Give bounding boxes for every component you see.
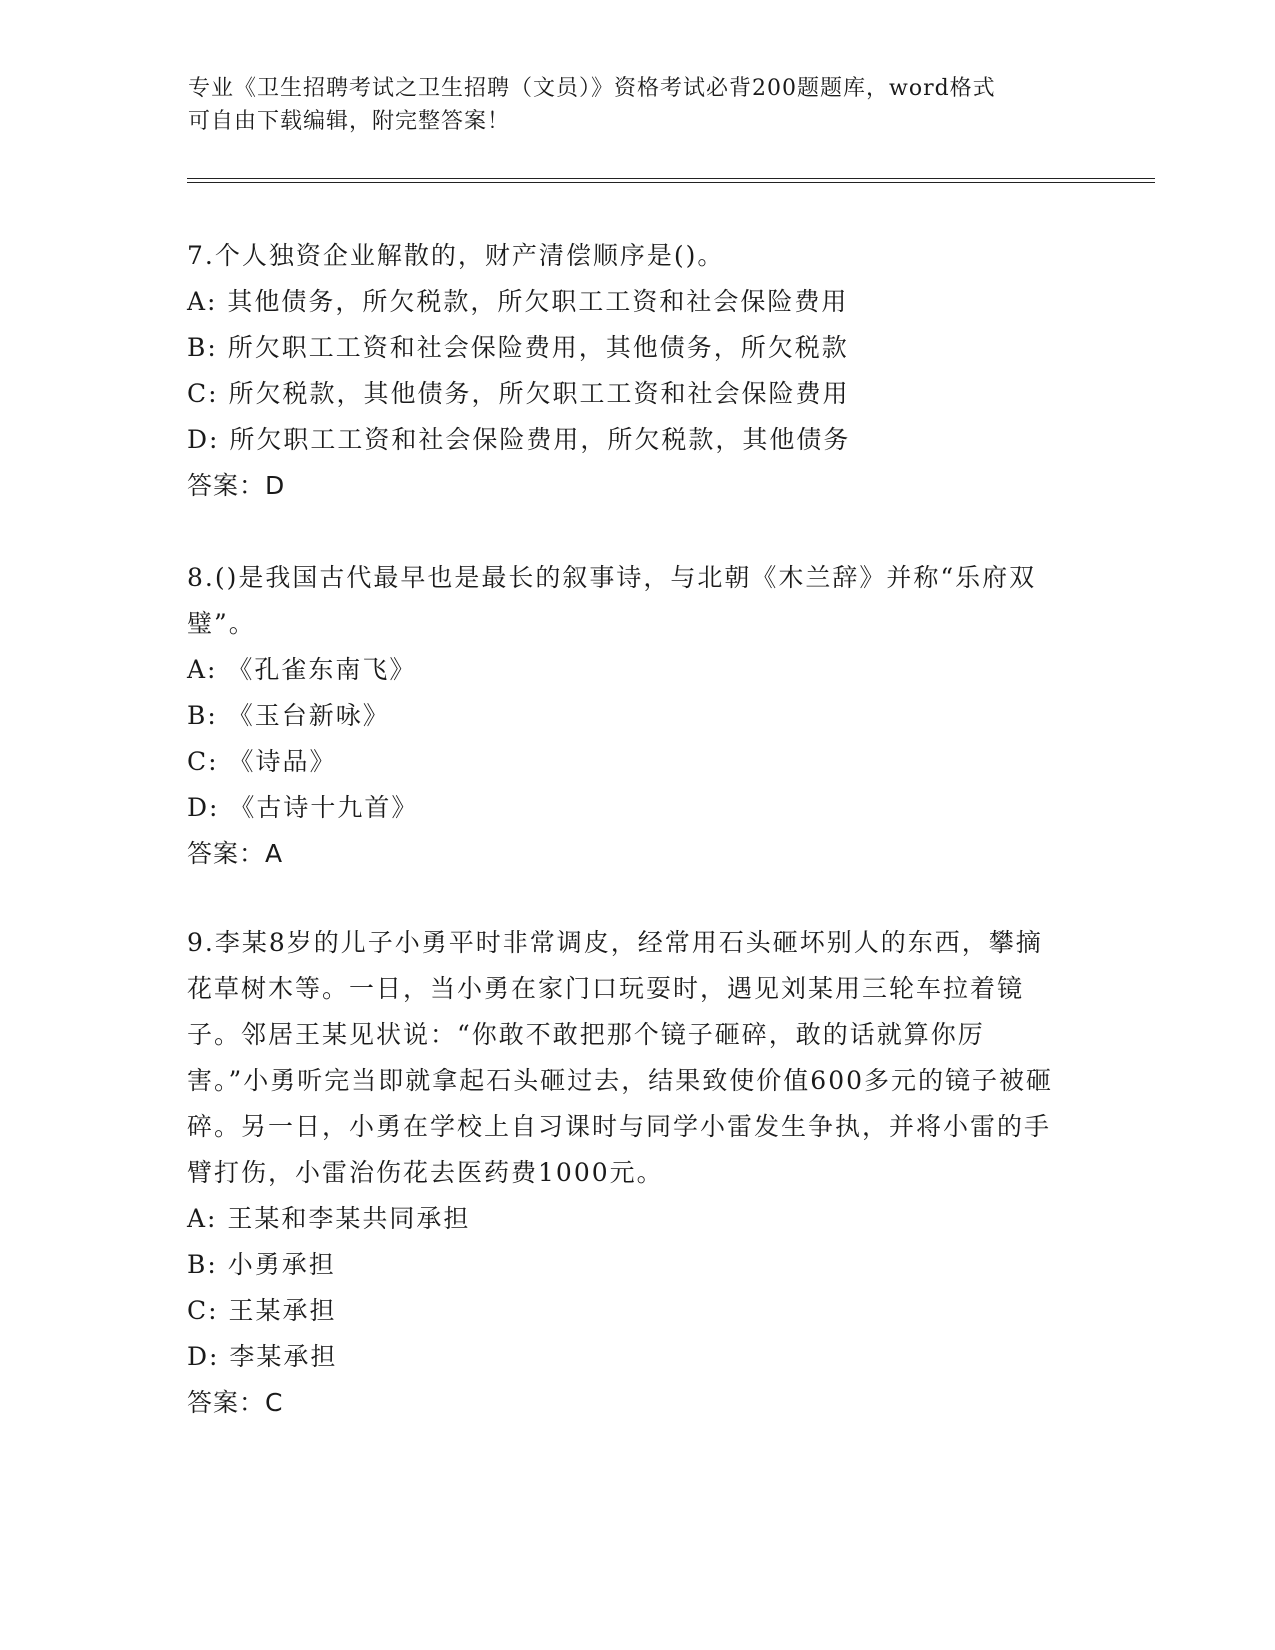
question-stem: 7.个人独资企业解散的，财产清偿顺序是()。 (187, 241, 725, 270)
document-header (188, 72, 1068, 138)
question-stem: 8.()是我国古代最早也是最长的叙事诗，与北朝《木兰辞》并称“乐府双璧”。 (187, 563, 1037, 638)
option-a: A: 王某和李某共同承担 (187, 1204, 471, 1233)
option-b: B: 小勇承担 (187, 1250, 336, 1279)
option-a: A: 其他债务，所欠税款，所欠职工工资和社会保险费用 (187, 287, 849, 316)
question-stem: 9.李某8岁的儿子小勇平时非常调皮，经常用石头砸坏别人的东西，攀摘花草树木等。一日，当小勇在家门口玩耍时，遇见刘某用三轮车拉着镜子。邻居王某见状说：“你敢不敢把那个镜子砸碎，敢的话就算你厉害。”小勇听完当即就拿起石头砸过去，结果致使价值600多元的镜子被砸碎。另一日，小勇在学校上自习课时与同学小雷发生争执，并将小雷的手臂打伤，小雷治伤花去医药费1000元。 (187, 928, 1054, 1187)
question-9 (187, 920, 1067, 1426)
option-b: B: 所欠职工工资和社会保险费用，其他债务，所欠税款 (187, 333, 849, 362)
option-c: C: 《诗品》 (187, 747, 337, 776)
answer: 答案：C (187, 1388, 284, 1417)
option-a: A: 《孔雀东南飞》 (187, 655, 417, 684)
option-d: D: 《古诗十九首》 (187, 793, 419, 822)
answer: 答案：D (187, 471, 286, 500)
option-c: C: 所欠税款，其他债务，所欠职工工资和社会保险费用 (187, 379, 850, 408)
header-divider-bottom (187, 182, 1155, 183)
header-divider-top (187, 178, 1155, 179)
option-c: C: 王某承担 (187, 1296, 337, 1325)
question-7 (187, 233, 1067, 509)
header-line-2: 可自由下载编辑，附完整答案！ (188, 109, 511, 134)
question-8 (187, 555, 1067, 877)
answer: 答案：A (187, 839, 284, 868)
header-line-1: 专业《卫生招聘考试之卫生招聘（文员）》资格考试必背200题题库，word格式 (188, 76, 996, 101)
option-d: D: 李某承担 (187, 1342, 338, 1371)
option-b: B: 《玉台新咏》 (187, 701, 390, 730)
option-d: D: 所欠职工工资和社会保险费用，所欠税款，其他债务 (187, 425, 851, 454)
